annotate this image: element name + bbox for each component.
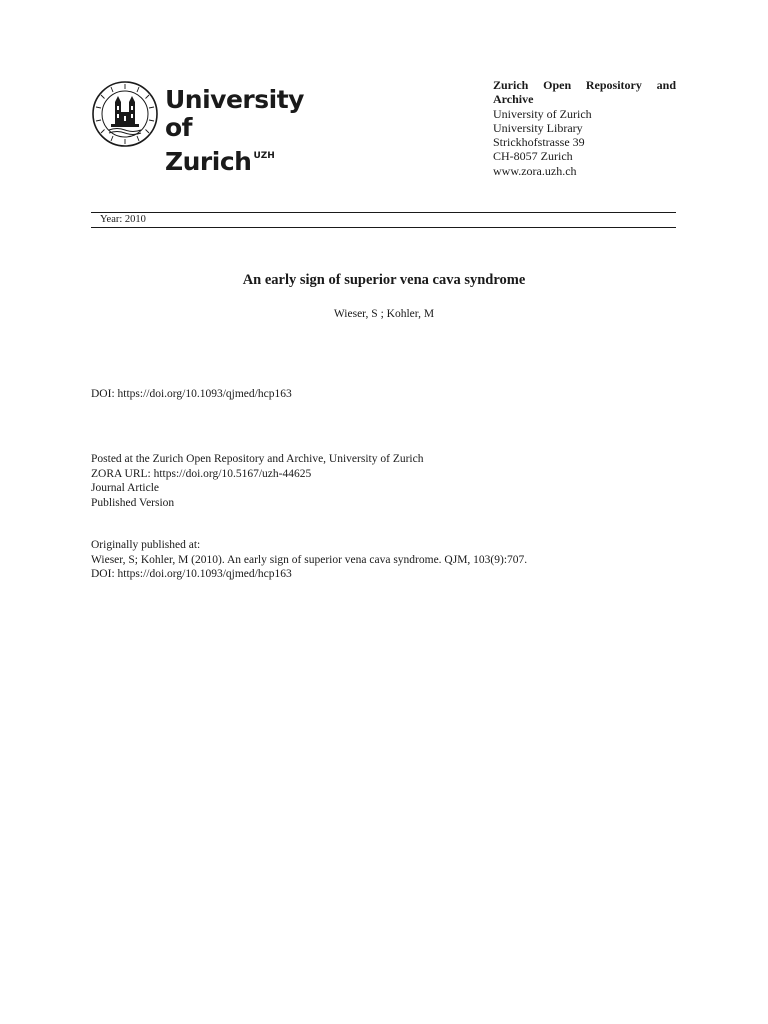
- original-publication-section: [91, 538, 527, 582]
- original-doi-link[interactable]: DOI: https://doi.org/10.1093/qjmed/hcp163: [91, 568, 292, 580]
- logo-wordmark: [165, 86, 321, 176]
- article-title: An early sign of superior vena cava syndrome: [242, 272, 526, 288]
- logo-uzh-superscript: UZH: [253, 151, 275, 161]
- logo-line-2: [165, 142, 321, 176]
- repository-line-library: University Library: [493, 120, 583, 135]
- original-heading: Originally published at:: [91, 539, 201, 551]
- zora-url-link[interactable]: ZORA URL: https://doi.org/10.5167/uzh-44625: [91, 467, 312, 480]
- article-authors: Wieser, S ; Kohler, M: [333, 308, 435, 320]
- original-citation: Wieser, S; Kohler, M (2010). An early sign of superior vena cava syndrome. QJM, 103(9):707.: [91, 553, 528, 566]
- repository-line-university: University of Zurich: [493, 106, 592, 121]
- year-label: Year: 2010: [100, 214, 146, 225]
- logo-zurich: Zurich: [165, 147, 252, 176]
- repository-name: Zurich Open Repository and Archive: [493, 78, 676, 107]
- doi-section: [91, 387, 292, 402]
- university-seal-icon: [91, 80, 159, 148]
- posted-section: [91, 452, 423, 510]
- repository-link-website[interactable]: www.zora.uzh.ch: [493, 163, 577, 178]
- posted-line: Posted at the Zurich Open Repository and Archive, University of Zurich: [91, 453, 424, 465]
- divider-top: [91, 212, 676, 213]
- item-version: Published Version: [91, 496, 175, 509]
- university-logo: [91, 80, 321, 176]
- doi-link[interactable]: DOI: https://doi.org/10.1093/qjmed/hcp163: [91, 388, 292, 400]
- logo-line-1: University of: [165, 85, 304, 142]
- divider-bottom: [91, 227, 676, 228]
- repository-line-city: CH-8057 Zurich: [493, 149, 573, 164]
- repository-address: [493, 78, 676, 178]
- repository-line-street: Strickhofstrasse 39: [493, 135, 585, 150]
- item-type: Journal Article: [91, 482, 160, 494]
